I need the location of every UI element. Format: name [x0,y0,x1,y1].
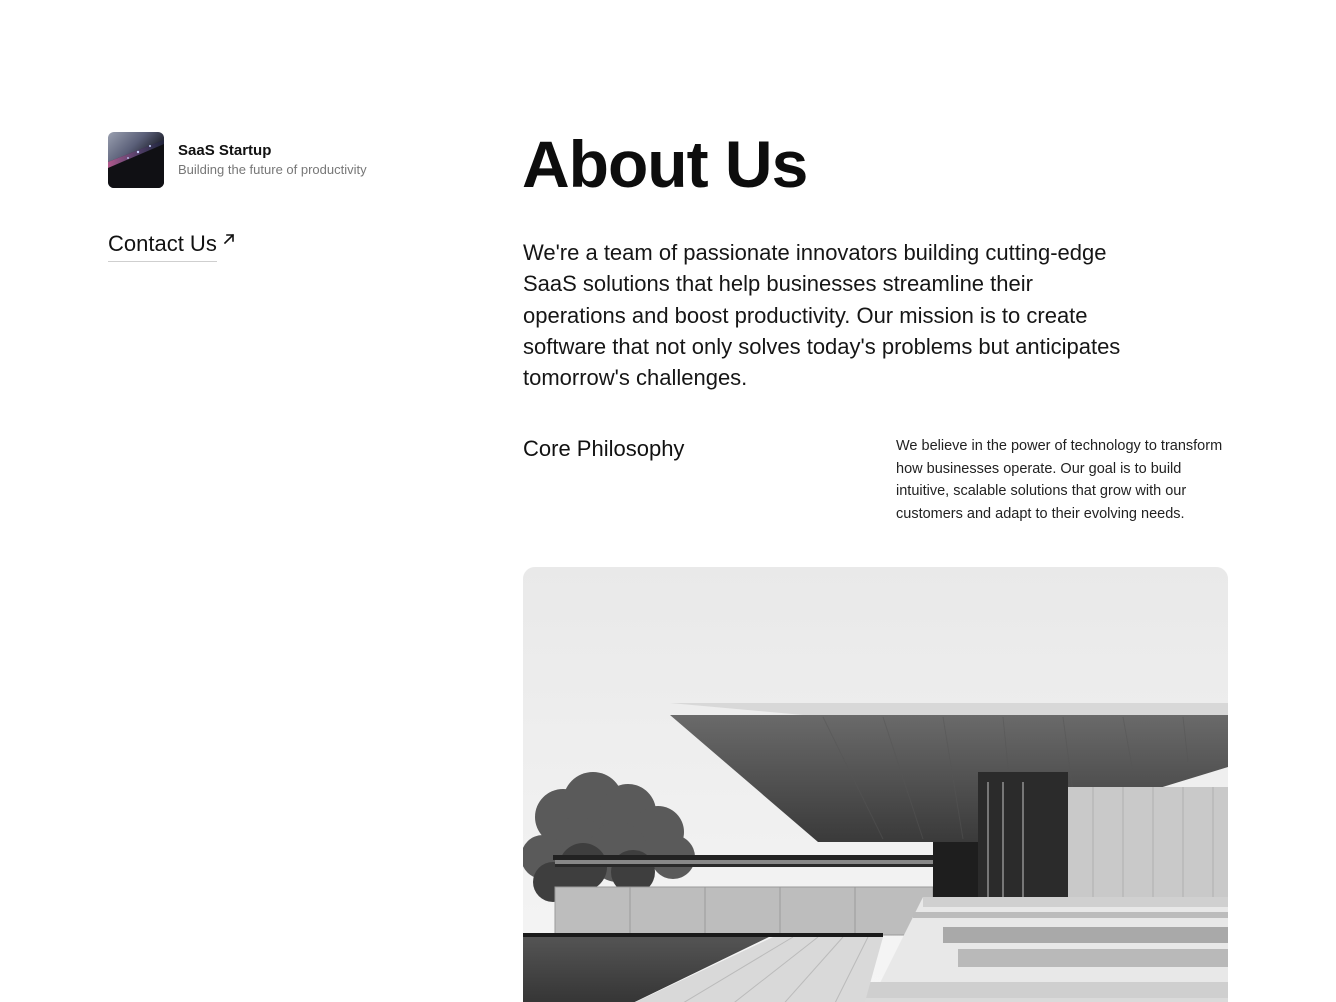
brand-logo [108,132,164,188]
brand-header[interactable] [108,132,367,188]
architecture-image [523,567,1228,1002]
contact-us-label: Contact Us [108,230,217,262]
page-title: About Us [522,127,808,201]
intro-paragraph: We're a team of passionate innovators building cutting-edge SaaS solutions that help businesses streamline their operations and boost productivity. Our mission is to create software that not only solves today's problems but anticipates tomorrow's challenges. [523,240,1121,391]
philosophy-text: We believe in the power of technology to transform how businesses operate. Our goal is to build intuitive, scalable solutions that grow with our customers and adapt to their evolving needs. [896,438,1223,523]
brand-name: SaaS Startup [178,142,272,159]
arrow-up-right-icon [222,232,236,246]
contact-us-link[interactable] [108,230,236,262]
brand-tagline: Building the future of productivity [178,162,367,177]
philosophy-heading: Core Philosophy [523,436,685,461]
